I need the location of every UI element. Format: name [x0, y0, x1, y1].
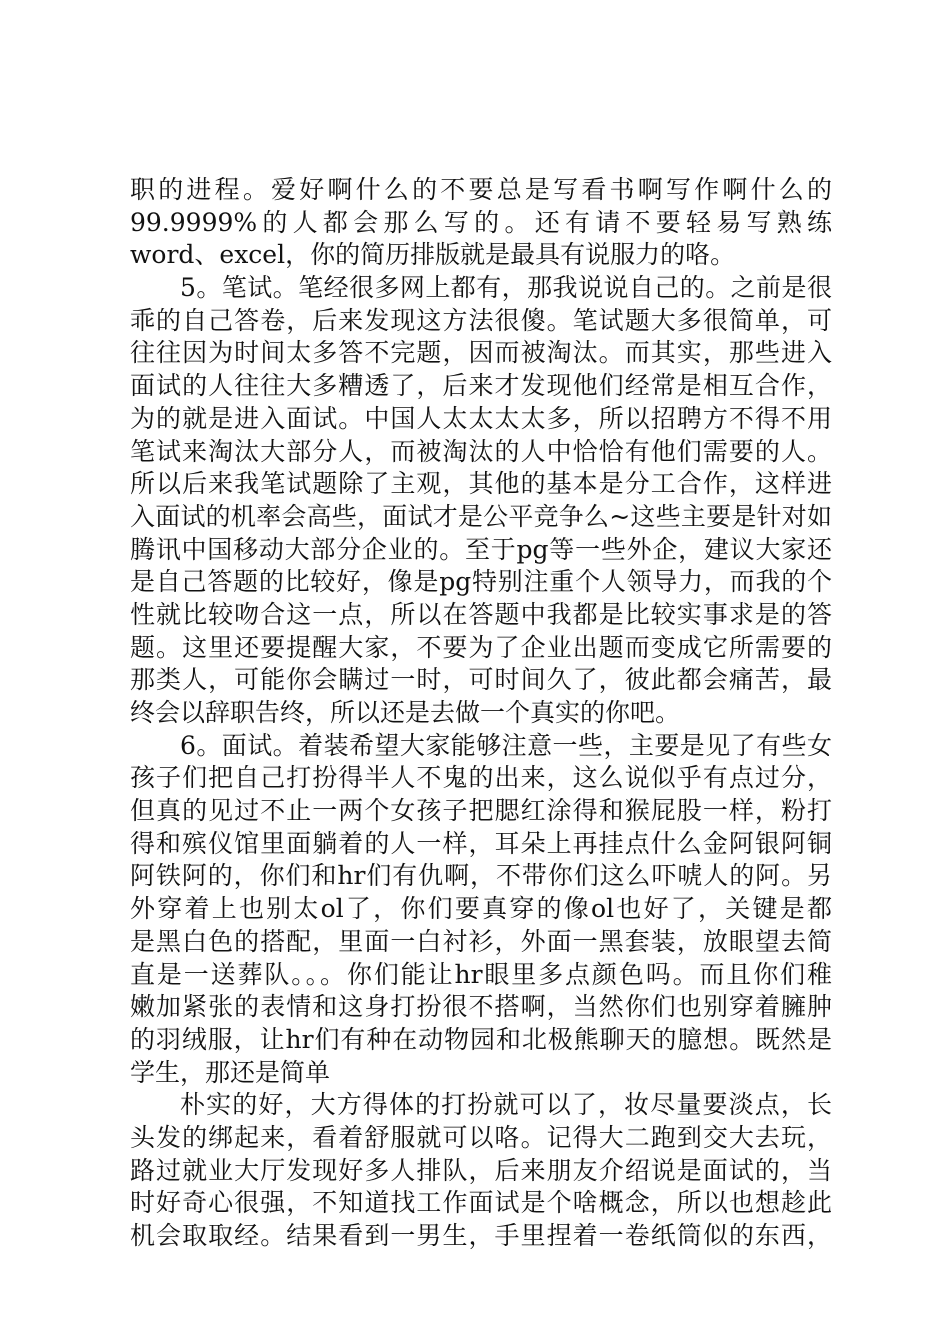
text-line: 腾讯中国移动大部分企业的。至于pg等一些外企，建议大家还 — [130, 534, 832, 564]
text-line: 乖的自己答卷，后来发现这方法很傻。笔试题大多很简单，可 — [130, 305, 832, 335]
text-line: 直是一送葬队。。。你们能让hr眼里多点颜色吗。而且你们稚 — [130, 959, 832, 989]
text-line: 是黑白色的搭配，里面一白衬衫，外面一黑套装，放眼望去简 — [130, 926, 832, 956]
text-line: 时好奇心很强，不知道找工作面试是个啥概念，所以也想趁此 — [130, 1188, 832, 1218]
text-line: 性就比较吻合这一点，所以在答题中我都是比较实事求是的答 — [130, 599, 832, 629]
text-line: 机会取取经。结果看到一男生，手里捏着一卷纸筒似的东西， — [130, 1221, 832, 1250]
text-line: 所以后来我笔试题除了主观，其他的基本是分工合作，这样进 — [130, 469, 832, 499]
text-line: 朴实的好，大方得体的打扮就可以了，妆尽量要淡点，长 — [180, 1090, 832, 1120]
text-line: 面试的人往往大多糟透了，后来才发现他们经常是相互合作， — [130, 371, 832, 401]
text-line: 笔试来淘汰大部分人，而被淘汰的人中恰恰有他们需要的人。 — [130, 436, 832, 466]
text-line: 入面试的机率会高些，面试才是公平竞争么~这些主要是针对如 — [130, 501, 832, 531]
text-line: 5。笔试。笔经很多网上都有，那我说说自己的。之前是很 — [180, 273, 832, 303]
text-line: 阿铁阿的，你们和hr们有仇啊，不带你们这么吓唬人的阿。另 — [130, 861, 832, 891]
text-line: word、excel，你的简历排版就是最具有说服力的咯。 — [130, 240, 736, 270]
text-line: 孩子们把自己打扮得半人不鬼的出来，这么说似乎有点过分， — [130, 763, 832, 793]
text-line: 往往因为时间太多答不完题，因而被淘汰。而其实，那些进入 — [130, 338, 832, 368]
text-line: 的羽绒服，让hr们有种在动物园和北极熊聊天的臆想。既然是 — [130, 1024, 832, 1054]
text-line: 但真的见过不止一两个女孩子把腮红涂得和猴屁股一样，粉打 — [130, 796, 832, 826]
document-body — [130, 174, 832, 1253]
text-line: 是自己答题的比较好，像是pg特别注重个人领导力，而我的个 — [130, 567, 832, 597]
text-line: 职的进程。爱好啊什么的不要总是写看书啊写作啊什么的 — [130, 175, 832, 204]
text-line: 路过就业大厅发现好多人排队，后来朋友介绍说是面试的，当 — [130, 1155, 832, 1185]
text-line: 6。面试。着装希望大家能够注意一些，主要是见了有些女 — [180, 730, 832, 760]
text-line: 终会以辞职告终，所以还是去做一个真实的你吧。 — [130, 698, 681, 727]
text-line: 得和殡仪馆里面躺着的人一样，耳朵上再挂点什么金阿银阿铜 — [130, 828, 832, 858]
text-line: 学生，那还是简单 — [130, 1057, 331, 1087]
text-line: 外穿着上也别太ol了，你们要真穿的像ol也好了，关键是都 — [130, 894, 832, 924]
text-line: 题。这里还要提醒大家，不要为了企业出题而变成它所需要的 — [130, 632, 832, 662]
text-line: 头发的绑起来，看着舒服就可以咯。记得大二跑到交大去玩， — [130, 1122, 832, 1152]
text-line: 嫩加紧张的表情和这身打扮很不搭啊，当然你们也别穿着臃肿 — [130, 992, 832, 1022]
text-line: 那类人，可能你会瞒过一时，可时间久了，彼此都会痛苦，最 — [130, 665, 832, 695]
text-line: 99.9999%的人都会那么写的。还有请不要轻易写熟练 — [130, 207, 832, 237]
text-line: 为的就是进入面试。中国人太太太太多，所以招聘方不得不用 — [130, 403, 832, 433]
